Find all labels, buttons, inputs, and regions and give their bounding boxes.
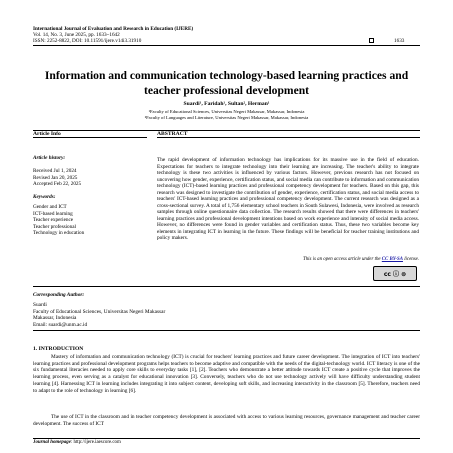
affiliation-2: ²Faculty of Languages and Literature, Universitas Negeri Makassar, Makassar, Indonesia	[144, 115, 309, 120]
header-rule	[33, 45, 420, 46]
article-history-heading: Article history:	[33, 155, 66, 161]
paper-title: Information and communication technology-based learning practices and teacher professional development	[44, 69, 409, 97]
corresponding-rule	[33, 330, 420, 331]
abstract-rule	[157, 137, 420, 138]
paper-authors: Suardi¹, Faridah¹, Sultan², Herman¹	[183, 101, 270, 107]
history-revised: Revised Jan 20, 2025	[33, 174, 78, 181]
info-box-top-rule	[33, 130, 420, 131]
journal-name: International Journal of Evaluation and Research in Education (IJERE)	[33, 26, 194, 32]
introduction-paragraph-1: Mastery of information and communication technology (ICT) is crucial for teachers' learning practices and future career development. The integration of ICT into teachers' learning practices and professional development programs helps teachers to become adaptive and compatible with the needs of the digital-technology world. ICT literacy is one of the six fundamental literacies needed to apply core skills to everyday tasks [1], [2]. Teachers who demonstrate a better attitude towards ICT create a positive cycle that improves the learning process, even serving as a catalyst for educational innovation [3]. Conversely, teachers who do not use technology actively will have difficulty understanding student learning [4]. Harnessing ICT in learning includes integrating it into subject content, developing soft skills, and increasing interactivity in the classroom [5]. Therefore, teachers need to adapt to the role of technology in learning [6].	[33, 354, 420, 394]
cc-license-badge-icon[interactable]	[373, 266, 417, 281]
introduction-heading: 1. INTRODUCTION	[33, 346, 84, 352]
keyword-2: ICT-based learning	[33, 210, 73, 217]
journal-homepage	[33, 440, 121, 446]
page-number-wrap	[369, 38, 404, 44]
abstract-text: The rapid development of information technology has implications for its massive use in the field of education. Expectations for teachers to integrate technology into their learning are increasing. The teacher's ability to integrate technology is these two activities is influenced by various factors. However, previous research has not focused on uncovering how gender, experience, certification status, and social media can contribute to information and communication technology (ICT)-based learning practices and professional competency development for teachers. Based on this gap, this research was designed to investigate the contribution of gender, experience, certification status, and social media access to teachers' ICT-based learning practices and professional competency development. The current research was designed as a cross-sectional survey. A total of 1,756 elementary school teachers in South Sulawesi, Indonesia, were involved as research samples through online questionnaire data collection. The research results showed that there were differences in teachers' learning practices and professional development intentions based on work experience and intensity of social media access. However, no differences were found in gender variables and certification status. Thus, these two variables become key elements in integrating ICT in learning in the future. These findings will be beneficial for teacher training institutions and policy makers.	[157, 157, 419, 241]
keyword-1: Gender and ICT	[33, 204, 67, 210]
homepage-url[interactable]: : http://ijere.iaescore.com	[70, 440, 121, 445]
license-suffix: license.	[402, 257, 419, 262]
article-info-heading: Article Info	[33, 131, 61, 137]
info-box-bottom-rule	[33, 286, 420, 287]
journal-issn: ISSN: 2252-8822, DOI: 10.11591/ijere.v14i3.31910	[33, 38, 142, 44]
homepage-label: Journal homepage	[33, 440, 71, 445]
footer-rule	[33, 438, 420, 439]
corresponding-heading: Corresponding Author:	[33, 292, 85, 298]
keyword-5: Technology in education	[33, 230, 85, 236]
corresponding-city: Makassar, Indonesia	[33, 315, 77, 321]
keyword-4: Teacher professional	[33, 223, 76, 230]
corresponding-email: Email: suardi@unm.ac.id	[33, 321, 88, 328]
license-link[interactable]: CC BY-SA	[381, 257, 403, 262]
keyword-3: Teacher experience	[33, 217, 74, 223]
introduction-paragraph-2: The use of ICT in the classroom and in teacher competency development is associated with access to various learning resources, governance management and teacher career development. The success of ICT	[33, 414, 420, 427]
corresponding-name: Suardi	[33, 302, 47, 308]
journal-logo-icon	[369, 38, 374, 43]
license-line	[157, 257, 419, 263]
abstract-heading: ABSTRACT	[157, 131, 188, 137]
history-accepted: Accepted Feb 22, 2025	[33, 181, 82, 187]
page-number: 1633	[394, 38, 405, 44]
affiliation-1: ¹Faculty of Educational Sciences, Universitas Negeri Makassar, Makassar, Indonesia	[148, 109, 305, 114]
license-prefix: This is an open access article under the	[303, 257, 382, 262]
keywords-heading: Keywords:	[33, 194, 56, 200]
corresponding-faculty: Faculty of Educational Sciences, Universitas Negeri Makassar	[33, 308, 166, 315]
history-received: Received Jul 1, 2024	[33, 168, 77, 174]
journal-volume: Vol. 14, No. 3, June 2025, pp. 1633~1642	[33, 32, 120, 38]
cc-badge-text: cc ⓘ ⊚	[383, 271, 407, 278]
